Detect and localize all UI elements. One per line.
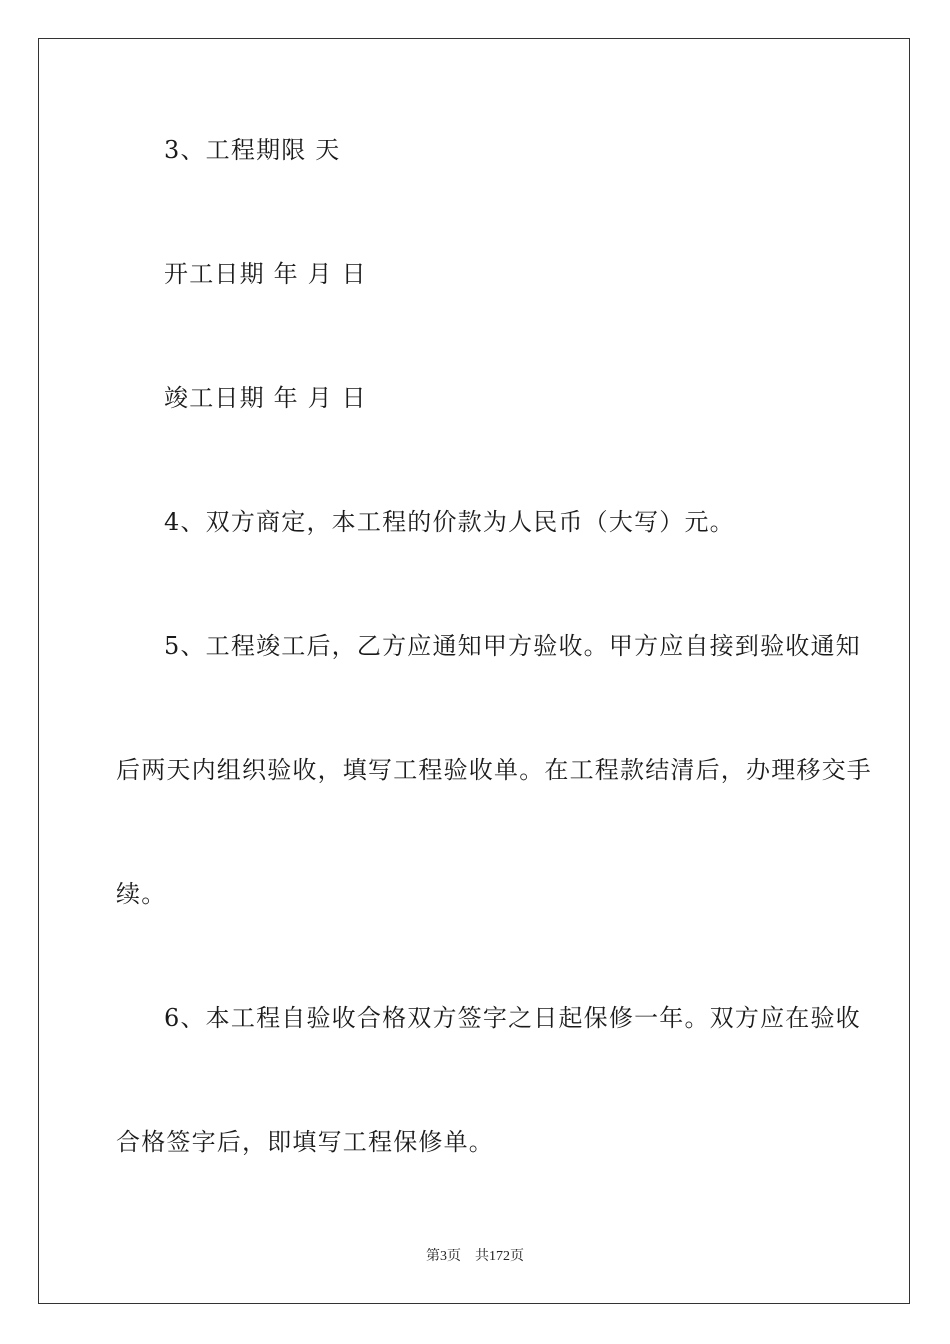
- paragraph-line: 开工日期 年 月 日: [164, 260, 367, 288]
- total-pages: 共172页: [475, 1249, 524, 1264]
- paragraph-line: 续。: [116, 880, 167, 908]
- paragraph-line: 5、工程竣工后，乙方应通知甲方验收。甲方应自接到验收通知: [164, 632, 861, 660]
- page-number: 第3页: [426, 1249, 461, 1264]
- paragraph-line: 竣工日期 年 月 日: [164, 384, 367, 412]
- paragraph-line: 4、双方商定，本工程的价款为人民币（大写）元。: [164, 508, 735, 536]
- paragraph-line: 6、本工程自验收合格双方签字之日起保修一年。双方应在验收: [164, 1004, 861, 1032]
- page-footer: [0, 1245, 950, 1265]
- paragraph-line: 合格签字后，即填写工程保修单。: [116, 1128, 494, 1156]
- paragraph-line: 后两天内组织验收，填写工程验收单。在工程款结清后，办理移交手: [116, 756, 872, 784]
- page-border: [38, 38, 910, 1304]
- paragraph-line: 3、工程期限 天: [164, 136, 341, 164]
